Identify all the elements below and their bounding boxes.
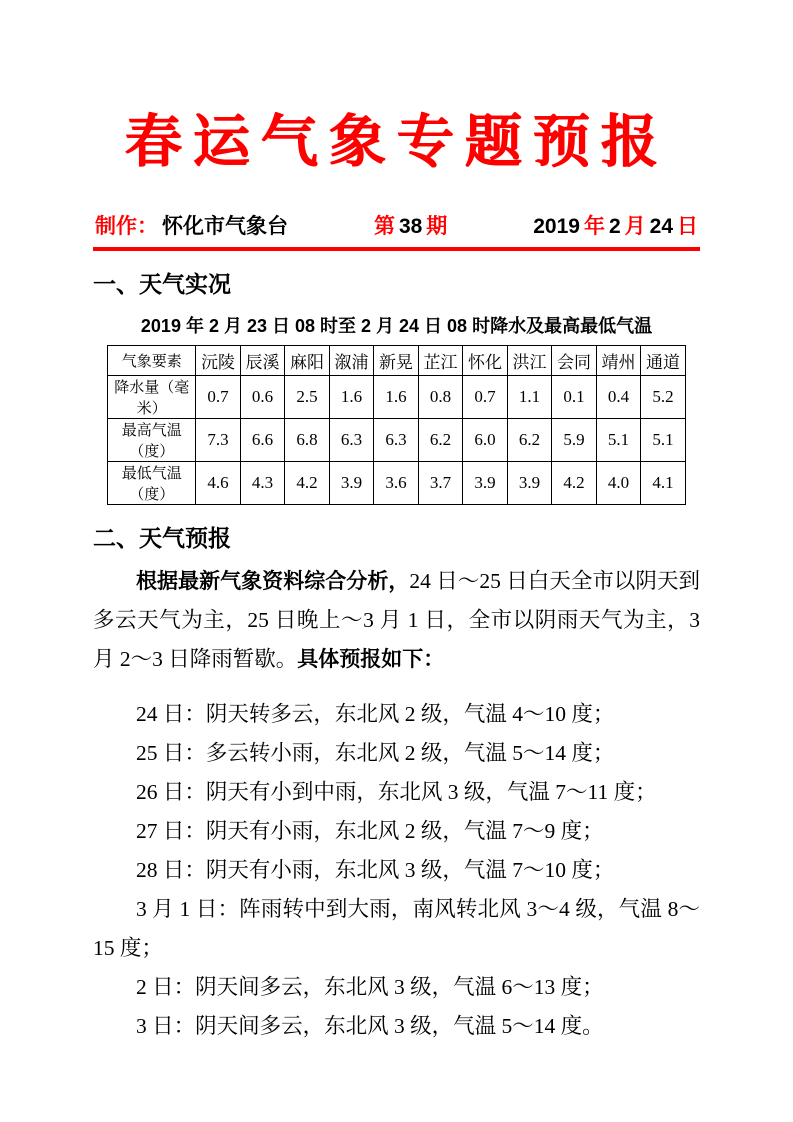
table-header-row [108, 346, 686, 376]
table-header-cell: 麻阳 [285, 346, 330, 376]
date-month: 2 [608, 215, 621, 238]
table-cell: 5.1 [596, 419, 641, 462]
producer-name: 怀化市气象台 [162, 215, 288, 238]
producer-label: 制作： [95, 215, 158, 238]
table-header-cell: 辰溪 [240, 346, 285, 376]
table-row [108, 376, 686, 419]
table-header-cell: 通道 [641, 346, 686, 376]
weather-table-title: 2019 年 2 月 23 日 08 时至 2 月 24 日 08 时降水及最高最低气温 [140, 316, 653, 336]
forecast-list [93, 695, 700, 1046]
table-header-cell: 芷江 [418, 346, 463, 376]
date-month-unit: 月 [624, 215, 646, 238]
forecast-line: 2 日：阴天间多云，东北风 3 级，气温 6～13 度； [136, 975, 604, 999]
table-cell: 4.6 [196, 462, 241, 505]
producer [93, 210, 290, 240]
table-cell: 0.7 [196, 376, 241, 419]
table-row-label: 最高气温（度） [108, 419, 196, 462]
forecast-line: 28 日：阴天有小雨，东北风 3 级，气温 7～10 度； [136, 858, 615, 882]
table-cell: 0.1 [552, 376, 597, 419]
forecast-intro-tail: 具体预报如下： [297, 648, 445, 671]
table-cell: 1.6 [329, 376, 374, 419]
table-cell: 1.6 [374, 376, 419, 419]
issue-suffix: 期 [426, 215, 448, 238]
table-cell: 6.3 [374, 419, 419, 462]
issue-value: 38 [398, 215, 423, 238]
table-cell: 4.3 [240, 462, 285, 505]
issue-prefix: 第 [373, 215, 395, 238]
table-cell: 6.2 [418, 419, 463, 462]
table-row [108, 462, 686, 505]
issue-number [372, 210, 449, 240]
table-cell: 3.9 [507, 462, 552, 505]
forecast-line: 3 月 1 日：阵雨转中到大雨，南风转北风 3～4 级，气温 8～15 度； [93, 897, 700, 960]
table-cell: 0.7 [463, 376, 508, 419]
table-header-cell: 靖州 [596, 346, 641, 376]
meta-row [93, 210, 700, 240]
table-cell: 3.7 [418, 462, 463, 505]
issue-date [531, 210, 700, 240]
date-day: 24 [649, 215, 673, 238]
table-header-cell: 沅陵 [196, 346, 241, 376]
table-cell: 0.6 [240, 376, 285, 419]
forecast-line: 25 日：多云转小雨，东北风 2 级，气温 5～14 度； [136, 741, 615, 765]
table-row [108, 419, 686, 462]
table-cell: 3.6 [374, 462, 419, 505]
table-cell: 5.9 [552, 419, 597, 462]
date-year: 2019 [533, 215, 580, 238]
table-cell: 7.3 [196, 419, 241, 462]
table-header-cell: 怀化 [463, 346, 508, 376]
table-cell: 6.0 [463, 419, 508, 462]
table-row-label: 最低气温（度） [108, 462, 196, 505]
table-cell: 1.1 [507, 376, 552, 419]
forecast-intro-paragraph [93, 562, 700, 679]
header-divider [93, 247, 700, 251]
page-title: 春运气象专题预报 [124, 111, 669, 174]
weather-table [107, 345, 686, 505]
section-heading-weather-actual: 一、天气实况 [93, 271, 231, 297]
table-header-cell: 会同 [552, 346, 597, 376]
table-cell: 0.8 [418, 376, 463, 419]
table-cell: 4.2 [552, 462, 597, 505]
table-cell: 5.1 [641, 419, 686, 462]
table-cell: 4.0 [596, 462, 641, 505]
table-cell: 0.4 [596, 376, 641, 419]
table-cell: 3.9 [329, 462, 374, 505]
forecast-line: 27 日：阴天有小雨，东北风 2 级，气温 7～9 度； [136, 819, 604, 843]
table-header-cell: 洪江 [507, 346, 552, 376]
weather-table-body [108, 346, 686, 505]
table-cell: 5.2 [641, 376, 686, 419]
date-year-unit: 年 [583, 215, 605, 238]
table-cell: 3.9 [463, 462, 508, 505]
forecast-intro-lead: 根据最新气象资料综合分析， [136, 570, 410, 593]
section-heading-weather-forecast: 二、天气预报 [93, 525, 231, 551]
table-cell: 6.6 [240, 419, 285, 462]
table-header-cell: 溆浦 [329, 346, 374, 376]
table-cell: 6.8 [285, 419, 330, 462]
table-cell: 4.1 [641, 462, 686, 505]
forecast-line: 24 日：阴天转多云，东北风 2 级，气温 4～10 度； [136, 702, 615, 726]
table-cell: 6.3 [329, 419, 374, 462]
table-cell: 4.2 [285, 462, 330, 505]
forecast-intro-body: 24 日～25 日白天全市以阴天到多云天气为主，25 日晚上～3 月 1 日，全市以阴雨天气为主，3 月 2～3 日降雨暂歇。 [93, 569, 700, 671]
document-content [0, 96, 793, 1046]
forecast-line: 26 日：阴天有小到中雨，东北风 3 级，气温 7～11 度； [136, 780, 657, 804]
date-day-unit: 日 [677, 215, 698, 238]
table-header-cell: 气象要素 [108, 346, 196, 376]
table-header-cell: 新晃 [374, 346, 419, 376]
forecast-line: 3 日：阴天间多云，东北风 3 级，气温 5～14 度。 [136, 1014, 604, 1038]
table-cell: 2.5 [285, 376, 330, 419]
table-cell: 6.2 [507, 419, 552, 462]
table-row-label: 降水量（毫米） [108, 376, 196, 419]
